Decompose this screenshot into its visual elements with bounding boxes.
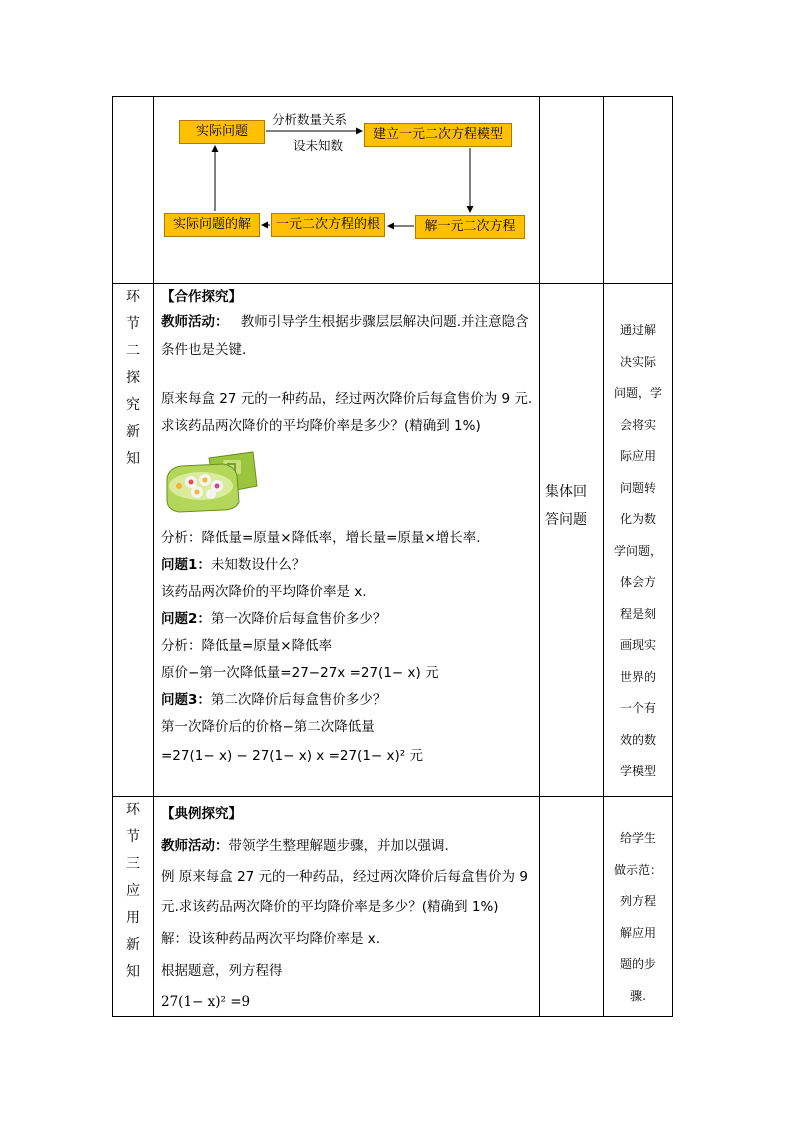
intent-line: 效的数 bbox=[619, 732, 656, 747]
intent-line: 给学生 bbox=[619, 831, 656, 845]
question1-text: 未知数设什么？ bbox=[210, 557, 306, 573]
intent-line: 体会方 bbox=[619, 575, 656, 589]
intent-line: 做示范： bbox=[613, 862, 662, 877]
side-char: 用 bbox=[126, 910, 140, 926]
intent-line: 程是刻 bbox=[619, 606, 656, 621]
problem-line1: 原来每盒 27 元的一种药品，经过两次降价后每盒售价为 9 元. bbox=[161, 391, 533, 407]
intent-line: 学问题， bbox=[613, 543, 662, 558]
flow-label-unknown: 设未知数 bbox=[293, 138, 344, 153]
side-char: 知 bbox=[126, 964, 140, 980]
solution-line2: 根据题意，列方程得 bbox=[161, 963, 283, 979]
side-char: 新 bbox=[126, 424, 140, 440]
example-line1: 例 原来每盒 27 元的一种药品，经过两次降价后每盒售价为 9 bbox=[161, 869, 528, 885]
intent-line: 世界的 bbox=[619, 669, 656, 684]
pill-box-image bbox=[161, 446, 261, 516]
flow-box-problem: 实际问题 bbox=[179, 120, 265, 144]
intent-line: 骤. bbox=[630, 988, 646, 1003]
solution-line1: 解：设该种药品两次平均降价率是 x. bbox=[161, 931, 381, 947]
flow-arrows bbox=[0, 0, 794, 300]
section2-teacher-line1 bbox=[161, 312, 529, 332]
flow-box-answer: 实际问题的解 bbox=[164, 213, 260, 237]
row-divider-2 bbox=[112, 796, 673, 797]
teacher-label: 教师活动： bbox=[161, 838, 229, 854]
section3-heading: 【典例探究】 bbox=[161, 806, 242, 822]
problem-line2: 求该药品两次降价的平均降价率是多少？(精确到 1%) bbox=[161, 418, 481, 434]
section2-intent bbox=[605, 315, 671, 788]
intent-line: 画现实 bbox=[619, 638, 656, 652]
answer2-line2: 原价−第一次降低量=27−27x =27(1− x) 元 bbox=[161, 665, 439, 681]
side-char: 节 bbox=[126, 316, 140, 332]
equation: 27(1− x)² =9 bbox=[161, 994, 251, 1010]
side-char: 三 bbox=[126, 856, 140, 872]
intent-line: 际应用 bbox=[619, 449, 656, 463]
intent-line: 化为数 bbox=[619, 512, 656, 526]
flow-box-root: 一元二次方程的根 bbox=[271, 213, 385, 237]
section3-teacher-line bbox=[161, 836, 449, 856]
flow-box-model: 建立一元二次方程模型 bbox=[364, 123, 512, 147]
side-char: 探 bbox=[126, 370, 140, 386]
side-char: 知 bbox=[126, 451, 140, 467]
section2-teacher-line2: 条件也是关键. bbox=[161, 342, 247, 358]
side-char: 究 bbox=[126, 397, 140, 413]
side-char: 新 bbox=[126, 937, 140, 953]
activity-line: 集体回 bbox=[545, 484, 587, 500]
answer3-line1: 第一次降价后的价格−第二次降低量 bbox=[161, 719, 375, 735]
intent-line: 学模型 bbox=[619, 764, 656, 778]
intent-line: 解应用 bbox=[619, 925, 656, 940]
side-char: 应 bbox=[126, 883, 140, 899]
flow-box-solve: 解一元二次方程 bbox=[415, 215, 525, 239]
activity-line: 答问题 bbox=[545, 512, 587, 528]
question2-text: 第一次降价后每盒售价多少？ bbox=[210, 611, 387, 627]
intent-line: 列方程 bbox=[619, 894, 656, 908]
section3-intent bbox=[605, 823, 671, 1012]
question3-label: 问题3： bbox=[161, 692, 211, 708]
teacher-label: 教师活动： bbox=[161, 314, 229, 330]
question2-label: 问题2： bbox=[161, 611, 211, 627]
answer1: 该药品两次降价的平均降价率是 x. bbox=[161, 584, 367, 600]
intent-line: 会将实 bbox=[619, 417, 656, 432]
intent-line: 问题转 bbox=[619, 480, 656, 495]
section2-activity bbox=[545, 478, 599, 534]
answer2-line1: 分析：降低量=原量×降低率 bbox=[161, 638, 333, 654]
section2-side-label bbox=[118, 284, 148, 473]
side-char: 节 bbox=[126, 829, 140, 845]
table-border-bottom bbox=[112, 1016, 673, 1017]
intent-line: 决实际 bbox=[619, 354, 656, 369]
side-char: 环 bbox=[126, 289, 140, 305]
answer3-line2: =27(1− x) − 27(1− x) x =27(1− x)² 元 bbox=[161, 748, 423, 764]
question1-label: 问题1： bbox=[161, 557, 211, 573]
side-char: 环 bbox=[126, 802, 140, 818]
section3-side-label bbox=[118, 797, 148, 986]
section2-heading: 【合作探究】 bbox=[161, 289, 242, 305]
intent-line: 问题，学 bbox=[613, 386, 662, 400]
analysis-line: 分析：降低量=原量×降低率，增长量=原量×增长率. bbox=[161, 530, 481, 546]
question1 bbox=[161, 555, 305, 575]
side-char: 二 bbox=[126, 343, 140, 359]
question3 bbox=[161, 690, 386, 710]
teacher-text: 带领学生整理解题步骤，并加以强调. bbox=[228, 838, 449, 854]
intent-line: 通过解 bbox=[619, 323, 656, 337]
teacher-text: 教师引导学生根据步骤层层解决问题.并注意隐含 bbox=[240, 314, 529, 330]
example-line2: 元.求该药品两次降价的平均降价率是多少？(精确到 1%) bbox=[161, 899, 499, 915]
question3-text: 第二次降价后每盒售价多少？ bbox=[210, 692, 387, 708]
intent-line: 题的步 bbox=[619, 957, 656, 971]
intent-line: 一个有 bbox=[619, 701, 656, 715]
flow-label-analyze: 分析数量关系 bbox=[272, 112, 348, 127]
question2 bbox=[161, 609, 386, 629]
